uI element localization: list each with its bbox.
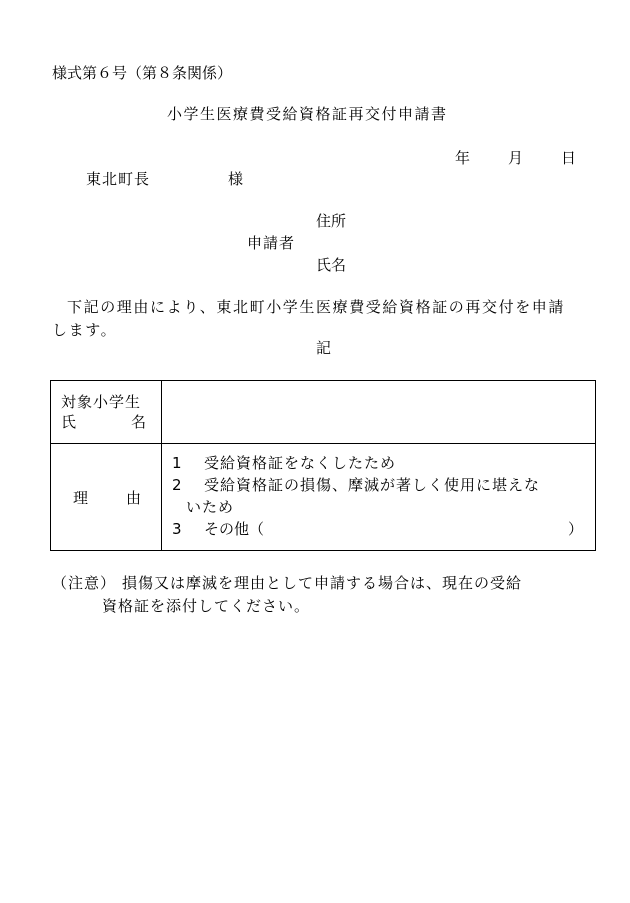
table-row-reason: [51, 444, 596, 551]
addressee: [86, 172, 243, 187]
application-table: [50, 380, 596, 551]
reason-option-text: 受給資格証をなくしたため: [204, 454, 397, 472]
note: [52, 572, 522, 618]
request-statement: 下記の理由により、東北町小学生医療費受給資格証の再交付を申請します。: [52, 298, 566, 339]
reason-options-cell: [162, 444, 596, 551]
applicant-label: 申請者: [247, 234, 296, 252]
note-line2: 資格証を添付してください。: [102, 597, 311, 615]
reason-label-yu: 由: [125, 488, 141, 507]
date-line: [455, 151, 576, 166]
reason-option-number: 3: [172, 520, 182, 538]
date-day-label: 日: [561, 149, 577, 167]
subject-name-field[interactable]: [162, 381, 596, 444]
reason-option-text: 受給資格証の損傷、摩滅が著しく使用に堪えな: [204, 476, 541, 494]
subject-label-cell: [51, 381, 162, 444]
reason-option-number: 1: [172, 454, 183, 472]
reason-option-close-paren: ）: [567, 520, 583, 538]
table-row-subject: [51, 381, 596, 444]
reason-label-ri: 理: [73, 488, 89, 507]
subject-label-line1: 対象小学生: [61, 393, 142, 411]
reason-label-cell: [51, 444, 162, 551]
reason-option-2[interactable]: [172, 474, 583, 496]
date-year-label: 年: [455, 149, 471, 167]
document-title: 小学生医療費受給資格証再交付申請書: [167, 105, 448, 123]
addressee-name: 東北町長: [86, 170, 151, 188]
reason-option-3[interactable]: [172, 518, 583, 540]
subject-label-mei: 名: [130, 413, 147, 431]
addressee-honorific: 様: [228, 170, 244, 188]
form-number: 様式第６号（第８条関係）: [52, 64, 233, 82]
note-heading: （注意）: [52, 574, 117, 592]
note-line1: 損傷又は摩滅を理由として申請する場合は、現在の受給: [122, 574, 523, 592]
applicant-address-label: 住所: [316, 212, 347, 230]
applicant-name-label: 氏名: [316, 256, 347, 274]
reason-option-1[interactable]: [172, 452, 583, 474]
reason-option-2-continuation: いため: [186, 498, 235, 516]
ki-marker: 記: [316, 339, 332, 357]
subject-label-shi: 氏: [61, 413, 78, 431]
reason-option-number: 2: [172, 476, 183, 494]
date-month-label: 月: [508, 149, 524, 167]
reason-option-text: その他（: [204, 520, 265, 538]
